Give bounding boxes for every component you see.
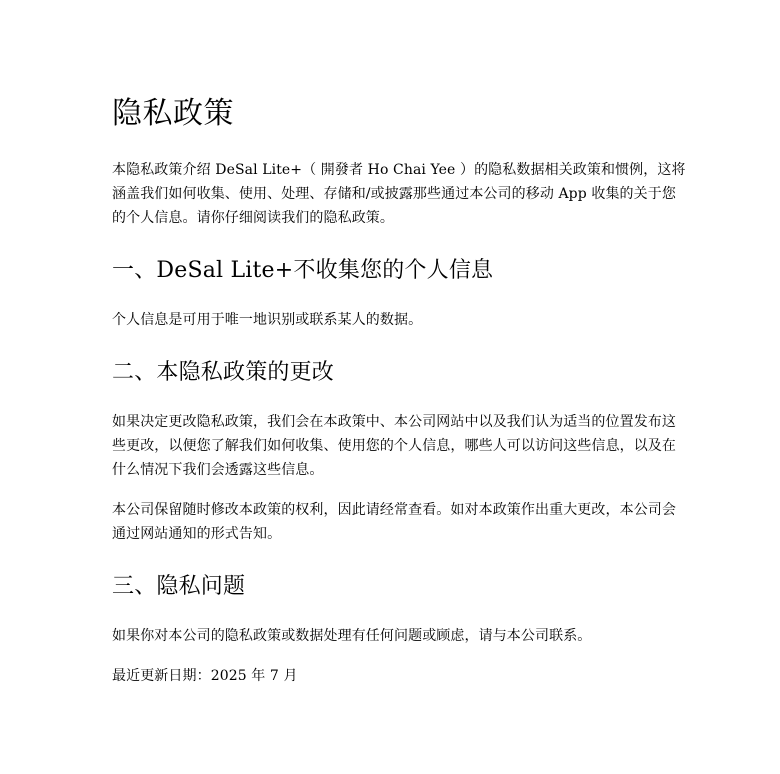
- section-heading-1: 一、DeSal Lite+不收集您的个人信息: [112, 258, 494, 283]
- section-3-paragraph-1: 如果你对本公司的隐私政策或数据处理有任何问题或顾虑，请与本公司联系。: [112, 628, 592, 644]
- section-1-paragraph-1: 个人信息是可用于唯一地识别或联系某人的数据。: [112, 312, 423, 328]
- last-updated-date: 最近更新日期：2025 年 7 月: [112, 668, 298, 684]
- section-heading-2: 二、本隐私政策的更改: [112, 360, 335, 385]
- page-title: 隐私政策: [112, 96, 234, 131]
- section-2-paragraph-2: 本公司保留随时修改本政策的权利，因此请经常查看。如对本政策作出重大更改，本公司会通过网站通知的形式告知。: [112, 502, 676, 542]
- intro-paragraph: 本隐私政策介绍 DeSal Lite+（ 開發者 Ho Chai Yee ）的隐私数据相关政策和惯例，这将涵盖我们如何收集、使用、处理、存储和/或披露那些通过本公司的移动 App 收集的关于您的个人信息。请你仔细阅读我们的隐私政策。: [112, 162, 686, 226]
- section-2-paragraph-1: 如果决定更改隐私政策，我们会在本政策中、本公司网站中以及我们认为适当的位置发布这些更改，以便您了解我们如何收集、使用您的个人信息，哪些人可以访问这些信息，以及在什么情况下我们会透露这些信息。: [112, 414, 676, 478]
- section-heading-3: 三、隐私问题: [112, 574, 246, 599]
